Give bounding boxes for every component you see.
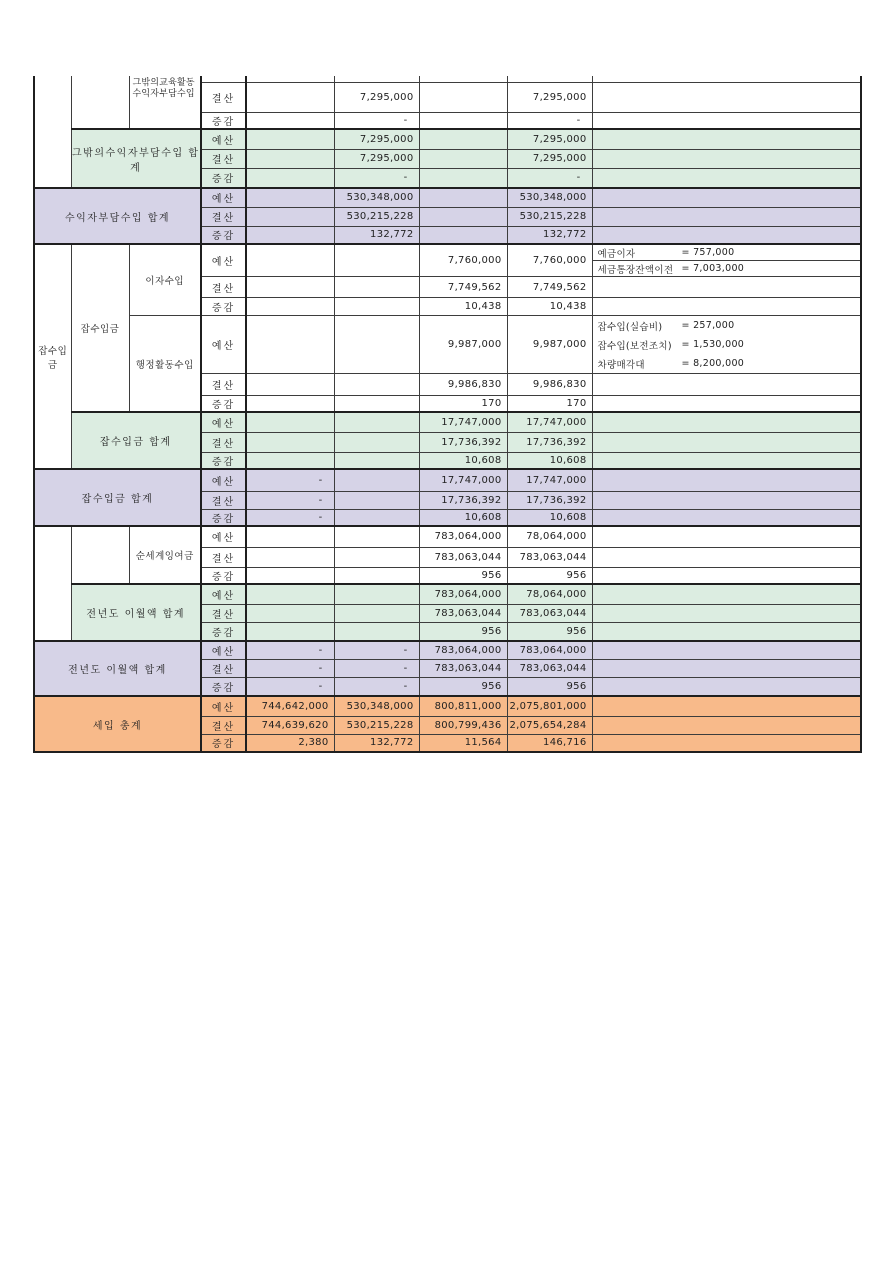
amount-cell: 2,075,801,000: [507, 696, 592, 716]
row-type-cell: 증감: [201, 298, 246, 316]
amount-cell: 7,295,000: [507, 149, 592, 168]
row-type-cell: 결산: [201, 659, 246, 677]
table-row: [34, 129, 861, 149]
amount-cell: [419, 82, 507, 112]
amount-cell: [246, 226, 334, 244]
amount-cell: [419, 129, 507, 149]
amount-cell: 10,438: [419, 298, 507, 316]
amount-cell: 530,215,228: [334, 207, 419, 226]
row-type-cell: 증감: [201, 677, 246, 696]
amount-cell: [334, 584, 419, 604]
amount-cell: 530,348,000: [334, 188, 419, 207]
amount-cell: [246, 149, 334, 168]
amount-cell: 7,760,000: [507, 244, 592, 277]
note-cell: [592, 277, 861, 298]
table-row: [34, 526, 861, 547]
group-label-admin: 행정활동수입: [129, 316, 201, 413]
group-label-beneficiary-sum: 수익자부담수입 합계: [34, 188, 201, 244]
amount-cell: 783,063,044: [419, 547, 507, 567]
note-value: = 8,200,000: [681, 358, 745, 369]
note-cell: [592, 396, 861, 413]
row-type-cell: 예산: [201, 641, 246, 659]
amount-cell: 17,736,392: [419, 432, 507, 452]
amount-cell: 9,986,830: [419, 374, 507, 396]
settlement-table: [33, 76, 862, 753]
amount-cell: 7,295,000: [507, 129, 592, 149]
amount-cell: [246, 396, 334, 413]
group-label-line2: 수익자부담수입: [132, 89, 195, 99]
row-type-cell: 증감: [201, 168, 246, 188]
row-type-cell: 결산: [201, 374, 246, 396]
amount-cell: [334, 622, 419, 641]
amount-cell: -: [334, 641, 419, 659]
amount-cell: 2,075,654,284: [507, 716, 592, 734]
amount-cell: -: [334, 677, 419, 696]
amount-cell: 744,639,620: [246, 716, 334, 734]
group-label-carryover-sum: 전년도 이월액 합계: [71, 584, 201, 641]
row-type-cell: 증감: [201, 509, 246, 526]
amount-cell: 783,063,044: [419, 604, 507, 622]
amount-cell: [419, 168, 507, 188]
amount-cell: 132,772: [507, 226, 592, 244]
note-cell: [592, 584, 861, 604]
amount-cell: 17,747,000: [419, 412, 507, 432]
amount-cell: [334, 452, 419, 469]
row-type-cell: 예산: [201, 584, 246, 604]
note-line: [593, 354, 861, 373]
group-cell-empty: [71, 526, 129, 584]
note-cell: [592, 432, 861, 452]
note-cell-interest: [592, 244, 861, 277]
row-type-cell: 결산: [201, 491, 246, 509]
amount-cell: 17,736,392: [507, 432, 592, 452]
note-cell: [592, 491, 861, 509]
note-cell: [592, 659, 861, 677]
amount-cell: [246, 622, 334, 641]
amount-cell: 530,348,000: [507, 188, 592, 207]
row-type-cell: 증감: [201, 112, 246, 129]
amount-cell: 956: [507, 567, 592, 584]
row-type-cell: 증감: [201, 622, 246, 641]
amount-cell: -: [246, 677, 334, 696]
amount-cell: [246, 244, 334, 277]
amount-cell: -: [246, 641, 334, 659]
amount-cell: [246, 129, 334, 149]
note-line: [593, 316, 861, 335]
amount-cell: -: [246, 491, 334, 509]
group-cell-empty: [34, 76, 71, 188]
amount-cell: [334, 277, 419, 298]
amount-cell: -: [246, 469, 334, 491]
amount-cell: 9,987,000: [507, 316, 592, 374]
group-label-misc-b: 잡수입금: [71, 244, 129, 412]
amount-cell: [246, 316, 334, 374]
amount-cell: [246, 188, 334, 207]
table-row: [34, 641, 861, 659]
note-cell: [592, 622, 861, 641]
amount-cell: 10,608: [507, 509, 592, 526]
amount-cell: 800,811,000: [419, 696, 507, 716]
amount-cell: 956: [419, 622, 507, 641]
amount-cell: 783,063,044: [419, 659, 507, 677]
amount-cell: [334, 491, 419, 509]
row-type-cell: 결산: [201, 207, 246, 226]
amount-cell: 10,608: [507, 452, 592, 469]
row-type-cell: 예산: [201, 316, 246, 374]
note-cell: [592, 112, 861, 129]
table-row: [34, 316, 861, 374]
amount-cell: [246, 584, 334, 604]
amount-cell: [419, 226, 507, 244]
amount-cell: [334, 604, 419, 622]
table-row: [34, 188, 861, 207]
group-label-misc-a: 잡수입금: [34, 244, 71, 469]
group-label-line1: 그밖의교육활동: [132, 78, 195, 88]
note-cell: [592, 452, 861, 469]
amount-cell: [334, 432, 419, 452]
group-label-other-edu-sum: 그밖의수익자부담수입 합계: [71, 129, 201, 188]
amount-cell: 132,772: [334, 226, 419, 244]
table-row: [34, 244, 861, 277]
group-label-grand-total: 세입 총계: [34, 696, 201, 752]
amount-cell: 17,736,392: [507, 491, 592, 509]
amount-cell: 7,760,000: [419, 244, 507, 277]
amount-cell: -: [334, 112, 419, 129]
amount-cell: 132,772: [334, 734, 419, 752]
amount-cell: 783,063,044: [507, 604, 592, 622]
amount-cell: 7,749,562: [419, 277, 507, 298]
amount-cell: 956: [419, 677, 507, 696]
note-name: 잡수입(실습비): [597, 321, 663, 333]
note-name: 예금이자: [597, 248, 636, 260]
note-cell: [592, 604, 861, 622]
note-line: [593, 335, 861, 354]
note-cell: [592, 168, 861, 188]
table-row: [34, 412, 861, 432]
note-value: = 1,530,000: [681, 339, 745, 350]
amount-cell: 78,064,000: [507, 526, 592, 547]
revenue-settlement-table: [33, 76, 862, 753]
row-type-cell: 증감: [201, 734, 246, 752]
group-label-other-edu: [129, 76, 201, 129]
amount-cell: 2,380: [246, 734, 334, 752]
amount-cell: 17,747,000: [507, 412, 592, 432]
amount-cell: [246, 412, 334, 432]
amount-cell: [419, 112, 507, 129]
amount-cell: [246, 547, 334, 567]
amount-cell: [334, 567, 419, 584]
amount-cell: 7,295,000: [334, 149, 419, 168]
amount-cell: [246, 168, 334, 188]
note-value: = 7,003,000: [681, 263, 745, 274]
amount-cell: [246, 207, 334, 226]
note-cell: [592, 129, 861, 149]
amount-cell: [334, 547, 419, 567]
note-cell: [592, 82, 861, 112]
note-cell: [592, 149, 861, 168]
group-label-misc-sum: 잡수입금 합계: [71, 412, 201, 469]
note-cell: [592, 526, 861, 547]
note-cell: [592, 677, 861, 696]
amount-cell: 783,063,044: [507, 659, 592, 677]
note-cell: [592, 641, 861, 659]
row-type-cell: 결산: [201, 547, 246, 567]
note-line: [593, 261, 861, 276]
note-cell: [592, 509, 861, 526]
note-value: = 257,000: [681, 320, 735, 331]
note-cell: [592, 298, 861, 316]
amount-cell: 17,747,000: [507, 469, 592, 491]
amount-cell: 9,987,000: [419, 316, 507, 374]
amount-cell: [334, 469, 419, 491]
amount-cell: 783,064,000: [419, 584, 507, 604]
amount-cell: 783,064,000: [507, 641, 592, 659]
table-row: [34, 696, 861, 716]
amount-cell: 783,063,044: [507, 547, 592, 567]
amount-cell: [246, 432, 334, 452]
row-type-cell: 예산: [201, 129, 246, 149]
group-label-misc-sum-total: 잡수입금 합계: [34, 469, 201, 526]
amount-cell: 956: [419, 567, 507, 584]
group-label-carryover-sum-total: 전년도 이월액 합계: [34, 641, 201, 696]
group-cell-empty: [34, 526, 71, 641]
amount-cell: [334, 526, 419, 547]
amount-cell: 10,608: [419, 509, 507, 526]
amount-cell: 956: [507, 677, 592, 696]
amount-cell: [334, 412, 419, 432]
amount-cell: 783,064,000: [419, 526, 507, 547]
note-cell: [592, 374, 861, 396]
amount-cell: [246, 112, 334, 129]
amount-cell: 17,747,000: [419, 469, 507, 491]
amount-cell: [246, 452, 334, 469]
row-type-cell: 예산: [201, 469, 246, 491]
note-cell: [592, 412, 861, 432]
amount-cell: [246, 526, 334, 547]
note-value: = 757,000: [681, 247, 735, 258]
row-type-cell: 증감: [201, 226, 246, 244]
amount-cell: 7,295,000: [334, 82, 419, 112]
amount-cell: -: [334, 659, 419, 677]
row-type-cell: 증감: [201, 567, 246, 584]
amount-cell: [419, 188, 507, 207]
amount-cell: [246, 82, 334, 112]
note-cell: [592, 547, 861, 567]
amount-cell: 11,564: [419, 734, 507, 752]
amount-cell: -: [246, 659, 334, 677]
amount-cell: [334, 374, 419, 396]
amount-cell: [334, 396, 419, 413]
row-type-cell: 예산: [201, 188, 246, 207]
note-cell: [592, 567, 861, 584]
group-cell-empty: [71, 76, 129, 129]
group-label-interest: 이자수입: [129, 244, 201, 316]
amount-cell: 7,295,000: [507, 82, 592, 112]
amount-cell: -: [246, 509, 334, 526]
amount-cell: [334, 509, 419, 526]
row-type-cell: 예산: [201, 526, 246, 547]
note-line: [593, 245, 861, 261]
amount-cell: 7,749,562: [507, 277, 592, 298]
amount-cell: 146,716: [507, 734, 592, 752]
row-type-cell: 결산: [201, 716, 246, 734]
amount-cell: [419, 149, 507, 168]
row-type-cell: 예산: [201, 244, 246, 277]
note-cell: [592, 188, 861, 207]
amount-cell: [246, 567, 334, 584]
amount-cell: [246, 277, 334, 298]
amount-cell: 744,642,000: [246, 696, 334, 716]
amount-cell: 530,348,000: [334, 696, 419, 716]
note-name: 잡수입(보전조치): [597, 340, 672, 352]
row-type-cell: 결산: [201, 277, 246, 298]
row-type-cell: 증감: [201, 452, 246, 469]
note-name: 세금통장잔액이전: [597, 264, 674, 276]
note-cell: [592, 716, 861, 734]
amount-cell: 10,438: [507, 298, 592, 316]
amount-cell: 530,215,228: [334, 716, 419, 734]
note-cell: [592, 226, 861, 244]
note-cell-admin: [592, 316, 861, 374]
note-cell: [592, 696, 861, 716]
group-label-net-surplus: 순세계잉여금: [129, 526, 201, 584]
row-type-cell: 예산: [201, 412, 246, 432]
row-type-cell: 결산: [201, 82, 246, 112]
row-type-cell: 결산: [201, 149, 246, 168]
amount-cell: 530,215,228: [507, 207, 592, 226]
amount-cell: -: [334, 168, 419, 188]
amount-cell: [334, 244, 419, 277]
row-type-cell: 결산: [201, 432, 246, 452]
amount-cell: [246, 374, 334, 396]
amount-cell: [419, 207, 507, 226]
amount-cell: [334, 298, 419, 316]
amount-cell: 7,295,000: [334, 129, 419, 149]
row-type-cell: 결산: [201, 604, 246, 622]
row-type-cell: 증감: [201, 396, 246, 413]
note-cell: [592, 469, 861, 491]
amount-cell: 956: [507, 622, 592, 641]
row-type-cell: 예산: [201, 696, 246, 716]
table-row: [34, 469, 861, 491]
amount-cell: [246, 604, 334, 622]
amount-cell: [246, 298, 334, 316]
amount-cell: 783,064,000: [419, 641, 507, 659]
amount-cell: [334, 316, 419, 374]
amount-cell: 78,064,000: [507, 584, 592, 604]
amount-cell: 17,736,392: [419, 491, 507, 509]
table-row: [34, 584, 861, 604]
amount-cell: 9,986,830: [507, 374, 592, 396]
note-cell: [592, 207, 861, 226]
amount-cell: 170: [507, 396, 592, 413]
amount-cell: -: [507, 112, 592, 129]
amount-cell: 170: [419, 396, 507, 413]
amount-cell: 10,608: [419, 452, 507, 469]
note-name: 차량매각대: [597, 359, 645, 371]
note-cell: [592, 734, 861, 752]
amount-cell: 800,799,436: [419, 716, 507, 734]
amount-cell: -: [507, 168, 592, 188]
